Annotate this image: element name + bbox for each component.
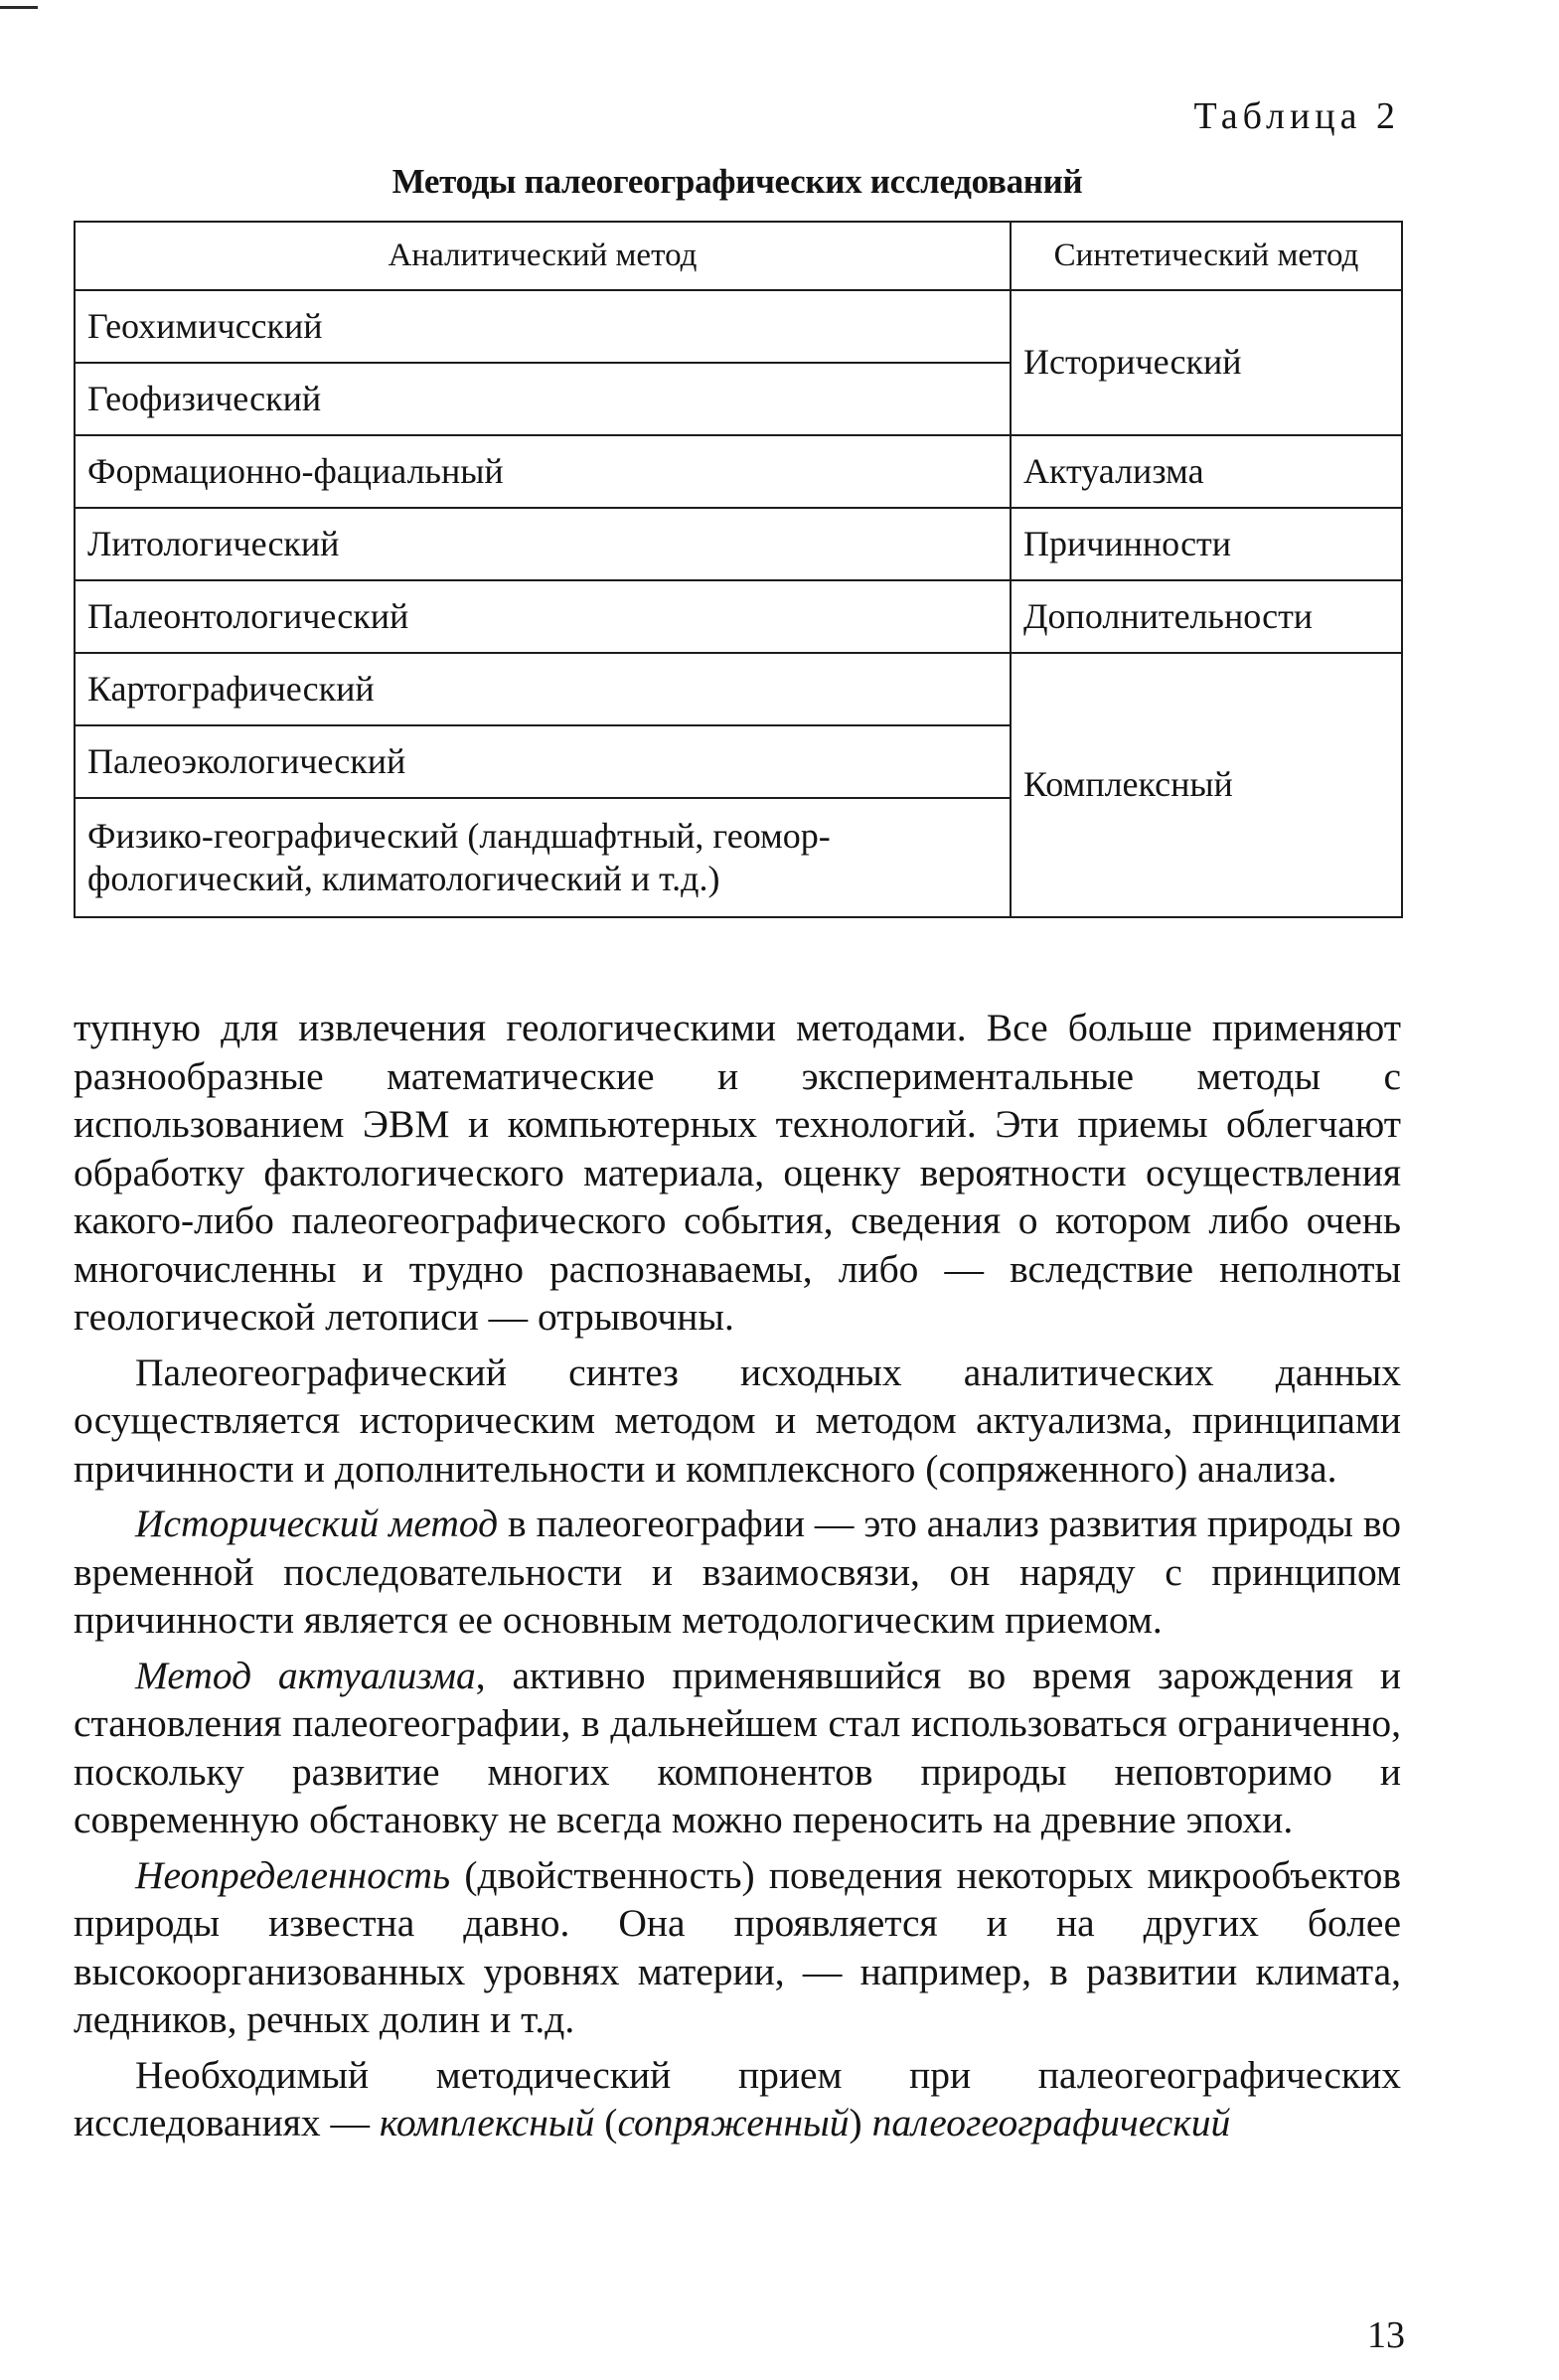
paragraph-synthesis: Палеогеографический синтез исходных аналитических данных осуществляется историческим методом и методом актуализма, принципами причинности и дополнительности и комплексного (сопряженного) анализа.	[74, 1349, 1401, 1491]
table-row	[75, 580, 1402, 653]
paragraph-text: )	[849, 2101, 872, 2144]
analytic-method-cell: Литологический	[75, 508, 1011, 580]
scan-corner-mark	[0, 6, 38, 9]
header-synthetic: Синтетический метод	[1011, 222, 1402, 290]
table-row	[75, 290, 1402, 363]
body-text	[74, 1004, 1401, 2154]
synthetic-method-cell: Комплексный	[1011, 653, 1402, 917]
table-label: Таблица 2	[1193, 95, 1400, 137]
paragraph-complex-method	[74, 2051, 1401, 2147]
analytic-method-cell: Палеонтологический	[75, 580, 1011, 653]
analytic-method-cell: Формационно-фациальный	[75, 435, 1011, 508]
table-row	[75, 653, 1402, 725]
paragraph-uncertainty	[74, 1851, 1401, 2044]
analytic-method-cell: Палеоэкологический	[75, 725, 1011, 798]
page-number: 13	[1367, 2314, 1405, 2356]
header-analytic: Аналитический метод	[75, 222, 1011, 290]
term-paleogeographic: палеогеографический	[871, 2101, 1231, 2144]
synthetic-method-cell: Актуализма	[1011, 435, 1402, 508]
table-title: Методы палеогеографических исследований	[391, 162, 1083, 201]
term-historical-method: Исторический метод	[135, 1502, 499, 1545]
synthetic-method-cell: Причинности	[1011, 508, 1402, 580]
table-header-row	[75, 222, 1402, 290]
analytic-method-cell: Геохимичсский	[75, 290, 1011, 363]
paragraph-actualism-method	[74, 1652, 1401, 1844]
term-uncertainty: Неопределенность	[135, 1852, 451, 1897]
paragraph-continuation: тупную для извлечения геологическими методами. Все больше применяют разнообразные математические и экспериментальные методы с использованием ЭВМ и компьютерных технологий. Эти приемы облегчают обработку фактологического материала, оценку вероятности осуществления какого-либо палеогеографического события, сведения о котором либо очень многочисленны и трудно распознаваемы, либо — вследствие неполноты геологической летописи — отрывочны.	[74, 1006, 1401, 1339]
analytic-method-cell: Физико-географический (ландшафтный, геомор-фологический, климатологический и т.д.)	[75, 798, 1011, 917]
table-row	[75, 508, 1402, 580]
paragraph-historical-method	[74, 1500, 1401, 1645]
paragraph-text: (двойственность) поведения некоторых микрообъектов природы известна давно. Она проявляется и на других более высокоорганизованных уровнях материи, — например, в развитии климата, ледников, речных долин и т.д.	[74, 1852, 1401, 2041]
paragraph-text: в палеогеографии — это анализ развития природы во временной последовательности и взаимосвязи, он наряду с принципом причинности является ее основным методологическим приемом.	[74, 1502, 1402, 1642]
paragraph-text: (	[594, 2101, 618, 2144]
table-row	[75, 435, 1402, 508]
paragraph-text: Необходимый методический прием при палеогеографических исследованиях —	[74, 2052, 1401, 2144]
analytic-method-cell: Геофизический	[75, 363, 1011, 435]
methods-table	[74, 221, 1403, 918]
analytic-method-cell: Картографический	[75, 653, 1011, 725]
synthetic-method-cell: Дополнительности	[1011, 580, 1402, 653]
term-conjugated: сопряженный	[617, 2101, 850, 2144]
synthetic-method-cell: Исторический	[1011, 290, 1402, 435]
term-complex: комплексный	[379, 2101, 595, 2144]
term-actualism-method: Метод актуализма	[135, 1653, 476, 1697]
paragraph-text: , активно применявшийся во время зарождения и становления палеогеографии, в дальнейшем стал использоваться ограниченно, поскольку развитие многих компонентов природы неповторимо и современную обстановку не всегда можно переносить на древние эпохи.	[74, 1653, 1401, 1841]
